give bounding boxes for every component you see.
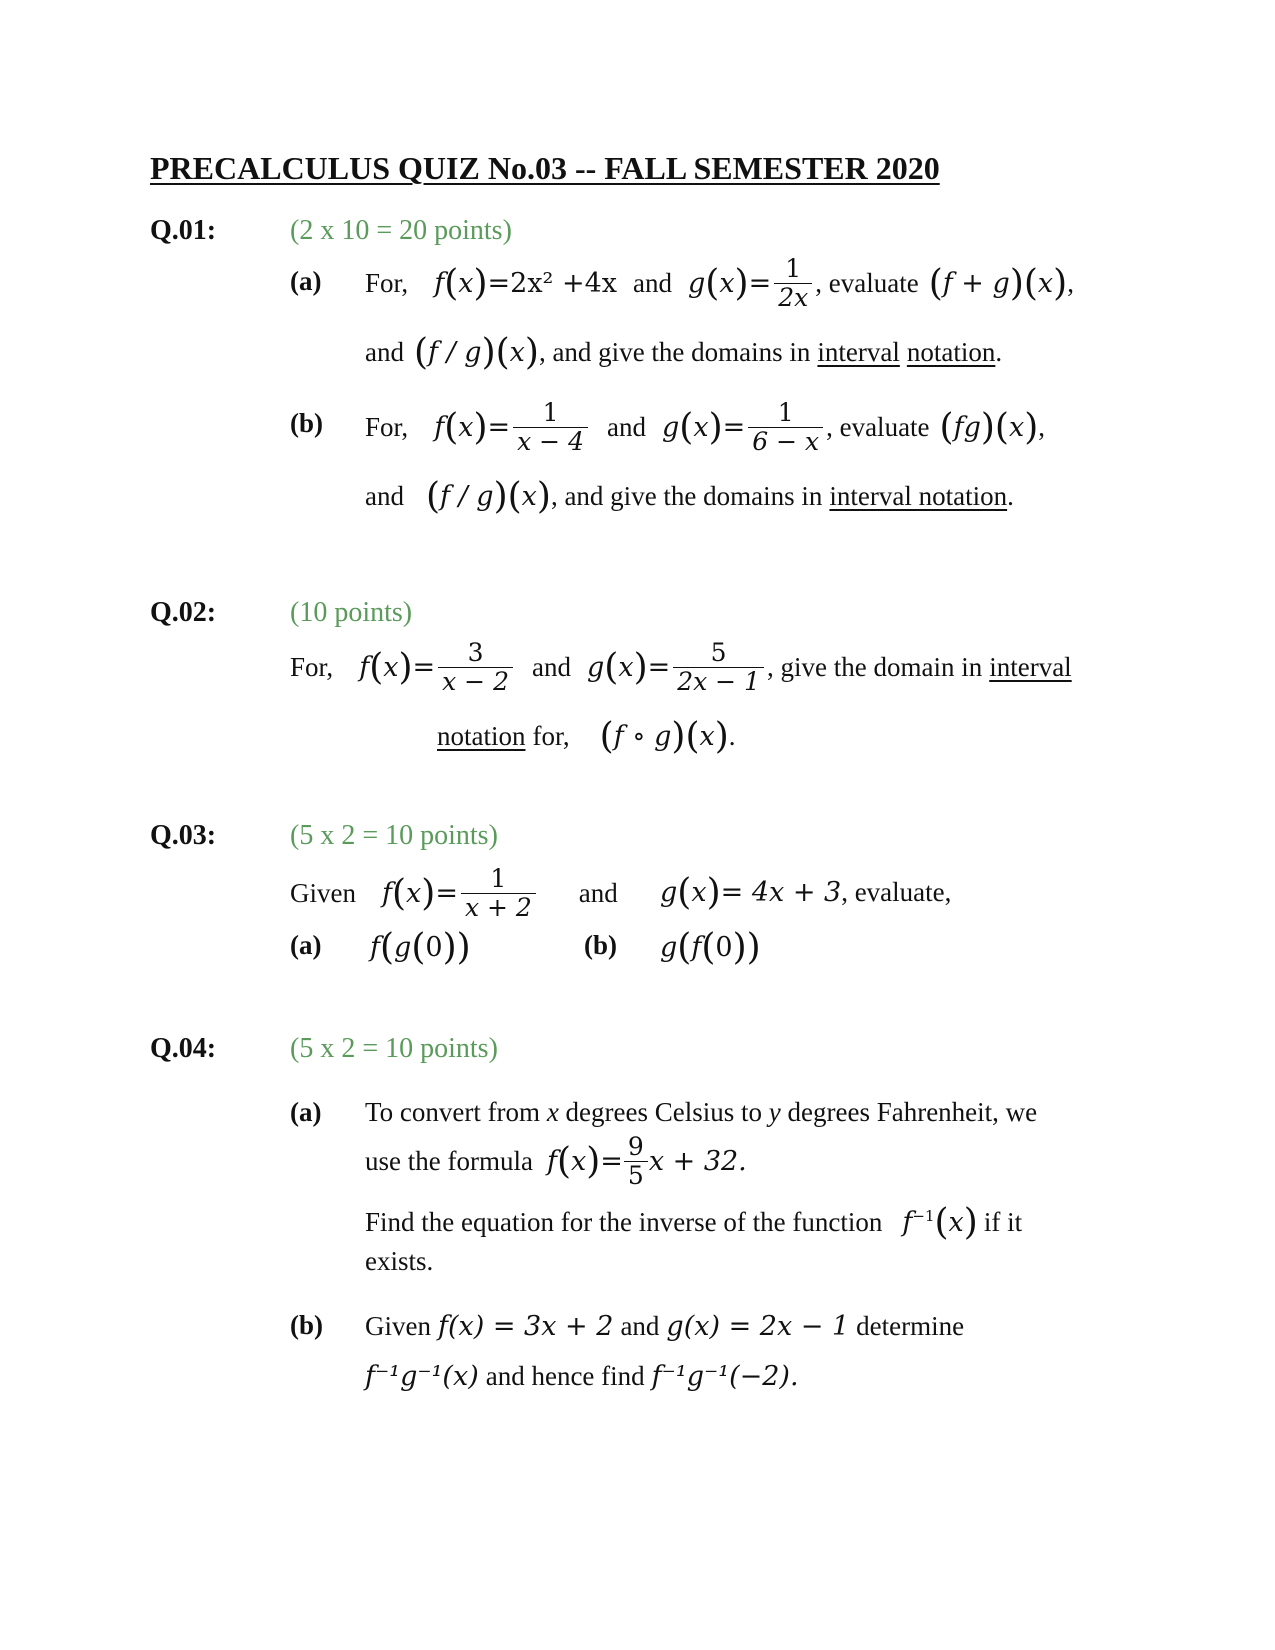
q3b-expr: g ( f ( 0 )): [660, 926, 761, 968]
q1b-line2-rest: , and give the domains in: [550, 480, 823, 511]
q4b-line1: [365, 1304, 964, 1348]
q1a-g-lhs: g: [687, 267, 706, 299]
q1a-g-fraction: [774, 255, 812, 312]
q3-and: and: [578, 877, 618, 908]
q1-points: (2 x 10 = 20 points): [290, 215, 512, 246]
q1b-g-den: 6 − x: [748, 427, 823, 456]
q4b-comp: f⁻¹g⁻¹(x): [365, 1360, 479, 1392]
q4-points: (5 x 2 = 10 points): [290, 1033, 498, 1064]
q3-given: Given: [290, 877, 356, 908]
q1b-for: For,: [365, 411, 409, 442]
q4a-line2-text: use the formula: [365, 1145, 533, 1176]
q2-f-fraction: [438, 639, 513, 696]
q1b-and: and: [607, 411, 646, 442]
q3-line1: Given f ( x ) = $\frac{1}{x + 2}$ and: [290, 863, 618, 922]
q1b-expr1: fg: [953, 411, 981, 443]
q2-g-den: 2x − 1: [673, 667, 764, 696]
q1b-g-fraction: [748, 399, 823, 456]
q1a-paren-open: (: [444, 262, 459, 304]
q1a-notation: notation: [906, 336, 996, 367]
q2-f-den: x − 2: [438, 667, 513, 696]
q1a-expr2: f / g: [428, 336, 482, 368]
q1b-f-fraction: [513, 399, 588, 456]
q3-evaluate: , evaluate,: [841, 876, 952, 907]
q1a-evaluate: , evaluate: [815, 267, 919, 298]
q4b-line2: [365, 1354, 799, 1398]
q1a-expr1: f + g: [942, 267, 1010, 299]
q4a-fraction: [624, 1133, 648, 1190]
q3b-outer: g: [660, 931, 678, 963]
q4a-line1-pre: To convert from: [365, 1097, 541, 1127]
q4b-tag: (b): [290, 1310, 323, 1340]
q4-label: Q.04:: [150, 1033, 217, 1064]
q3-g-rhs: = 4x + 3: [720, 876, 842, 908]
q1a-g-num: 1: [785, 253, 802, 283]
q2-interval: interval: [989, 651, 1072, 682]
q2-give: , give the domain in: [767, 651, 983, 682]
q4a-frac-num: 9: [627, 1131, 644, 1161]
q1a-f-rhs: =2x² +4x: [487, 267, 617, 299]
q1a-f-lhs: f: [434, 267, 445, 299]
q4a-line1: [365, 1097, 1037, 1128]
q4b-and: and: [620, 1310, 660, 1341]
q1b-line1: For, f ( x ) = $\frac{1}{x - 4}$ and g ( x ) = $\frac{1}{6 - x}$ , evaluate ( fg ) ( x ) ,: [365, 397, 1045, 456]
q4b-comp2: f⁻¹g⁻¹(−2).: [651, 1360, 799, 1392]
q3b-inner: f: [691, 931, 702, 963]
q1b-expr2: f / g: [440, 480, 494, 512]
q1a-line2: and ( f / g ) ( x ) , and give the domains in interval notation .: [365, 331, 1003, 373]
q3a-expr: f ( g ( 0 )): [370, 926, 471, 968]
q1b-line2: and ( f / g ) ( x ) , and give the domains in interval notation .: [365, 475, 1014, 517]
q4a-line3: Find the equation for the inverse of the function $f^{-1}$ ( x ) if it: [365, 1201, 1023, 1243]
q4a-line1-mid: degrees Celsius to: [565, 1097, 763, 1127]
q1b-g-num: 1: [777, 397, 794, 427]
q2-f-num: 3: [467, 637, 484, 667]
q4a-y: y: [768, 1097, 781, 1127]
q1b-line2-and: and: [365, 480, 404, 511]
q2-points: (10 points): [290, 597, 413, 628]
q3-f-den: x + 2: [461, 893, 536, 922]
q4b-given: Given: [365, 1310, 431, 1341]
q2-notation: notation: [437, 720, 526, 751]
q1a-g-den: 2x: [774, 283, 812, 312]
q4a-frac-den: 5: [624, 1161, 648, 1190]
q4a-rhs-tail: x + 32.: [648, 1145, 747, 1177]
q3b-tag: (b): [584, 930, 617, 960]
q1b-f-num: 1: [542, 397, 559, 427]
q4b-determine: determine: [856, 1310, 965, 1341]
q3a-outer: f: [370, 931, 380, 963]
q4a-line3-post: if it: [983, 1206, 1023, 1237]
q1b-evaluate: , evaluate: [826, 411, 930, 442]
q2-g-num: 5: [710, 637, 727, 667]
q3-points: (5 x 2 = 10 points): [290, 820, 498, 851]
q4a-line4: exists.: [365, 1246, 434, 1276]
q2-line1: For, f ( x ) = $\frac{3}{x - 2}$ and g ( x ) = $\frac{5}{2x - 1}$ , give the domain in interval: [290, 637, 1072, 696]
q4b-g-expr: g(x) = 2x − 1: [666, 1310, 850, 1342]
q1a-period: .: [995, 336, 1003, 367]
q1a-and: and: [632, 267, 672, 298]
q2-g-fraction: [673, 639, 764, 696]
q1b-f-den: x − 4: [513, 427, 588, 456]
q3-label: Q.03:: [150, 820, 217, 851]
q4b-f-expr: f(x) = 3x + 2: [437, 1310, 614, 1342]
q2-expr: f ∘ g: [613, 720, 672, 752]
q4a-x: x: [546, 1097, 559, 1127]
q3a-tag: (a): [290, 930, 322, 960]
q3a-inner: g: [394, 931, 412, 963]
q1b-tag: (b): [290, 408, 323, 438]
q2-for: For,: [290, 651, 334, 682]
q2-label: Q.02:: [150, 597, 217, 628]
q1b-interval-notation: interval notation: [829, 480, 1008, 511]
q2-line2: notation for, ( f ∘ g ) ( x ) .: [437, 715, 736, 757]
q1a-line2-and: and: [365, 336, 404, 367]
page-title: PRECALCULUS QUIZ No.03 -- FALL SEMESTER 2020: [150, 150, 940, 186]
q3-f-num: 1: [490, 863, 507, 893]
q1b-period: .: [1007, 480, 1014, 511]
q4a-tag: (a): [290, 1097, 322, 1127]
q1a-interval: interval: [817, 336, 900, 367]
q3-f-fraction: [461, 865, 536, 922]
q4a-line1-post: degrees Fahrenheit, we: [787, 1097, 1038, 1127]
q1a-line2-rest: , and give the domains in: [538, 336, 811, 367]
q2-and: and: [532, 651, 571, 682]
q1-label: Q.01:: [150, 215, 217, 246]
q3-g-def: g ( x ) = 4x + 3 , evaluate,: [660, 871, 952, 913]
q1a-line1: For, f ( x ) =2x² +4x and g ( x ) = $\frac{1}{2x}$ , evaluate ( f + g ) ( x ) ,: [365, 253, 1074, 312]
q2-for2: for,: [532, 720, 570, 751]
q4a-line2: use the formula f ( x ) = $\frac{9}{5}$ x + 32.: [365, 1131, 747, 1190]
q4a-line3-text: Find the equation for the inverse of the function: [365, 1206, 883, 1237]
q1a-tag: (a): [290, 266, 322, 296]
q4b-hence: and hence find: [485, 1360, 645, 1391]
q1a-for: For,: [365, 267, 409, 298]
